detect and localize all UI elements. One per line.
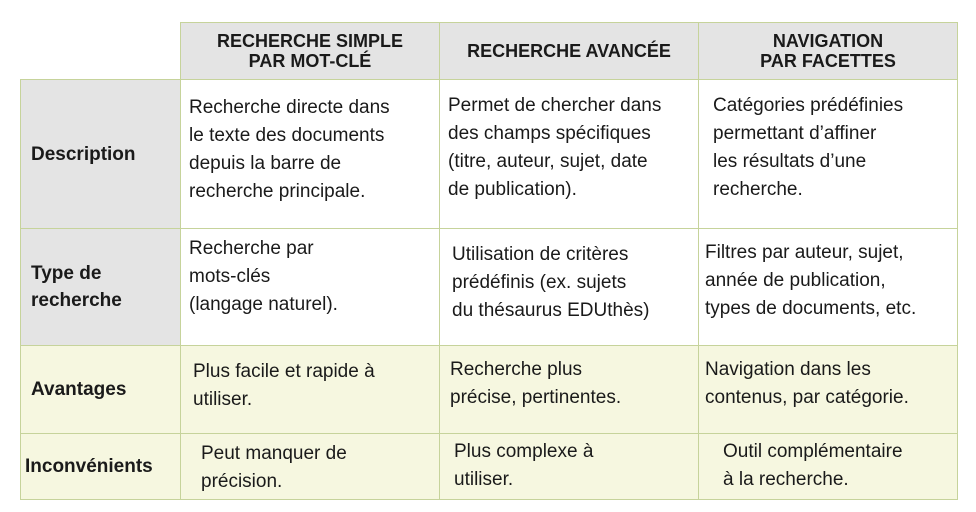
table-cell: Recherche plus précise, pertinentes.	[439, 345, 699, 434]
row-label-description: Description	[20, 79, 181, 229]
table-cell: Permet de chercher dans des champs spécifiques (titre, auteur, sujet, date de publication).	[439, 79, 699, 229]
row-label-advantages: Avantages	[20, 345, 181, 434]
column-header-advanced-search: RECHERCHE AVANCÉE	[439, 22, 699, 80]
table-cell: Plus complexe à utiliser.	[439, 433, 699, 500]
column-header-faceted-navigation: NAVIGATION PAR FACETTES	[698, 22, 958, 80]
table-cell: Navigation dans les contenus, par catégorie.	[698, 345, 958, 434]
table-cell: Filtres par auteur, sujet, année de publication, types de documents, etc.	[698, 228, 958, 346]
table-cell: Catégories prédéfinies permettant d’affiner les résultats d’une recherche.	[698, 79, 958, 229]
table-cell: Outil complémentaire à la recherche.	[698, 433, 958, 500]
row-label-disadvantages: Inconvénients	[20, 433, 181, 500]
table-cell: Plus facile et rapide à utiliser.	[180, 345, 440, 434]
table-cell: Peut manquer de précision.	[180, 433, 440, 500]
table-cell: Recherche par mots-clés (langage naturel).	[180, 228, 440, 346]
column-header-simple-search: RECHERCHE SIMPLE PAR MOT-CLÉ	[180, 22, 440, 80]
table-cell: Utilisation de critères prédéfinis (ex. sujets du thésaurus EDUthès)	[439, 228, 699, 346]
row-label-search-type: Type de recherche	[20, 228, 181, 346]
table-cell: Recherche directe dans le texte des documents depuis la barre de recherche principale.	[180, 79, 440, 229]
